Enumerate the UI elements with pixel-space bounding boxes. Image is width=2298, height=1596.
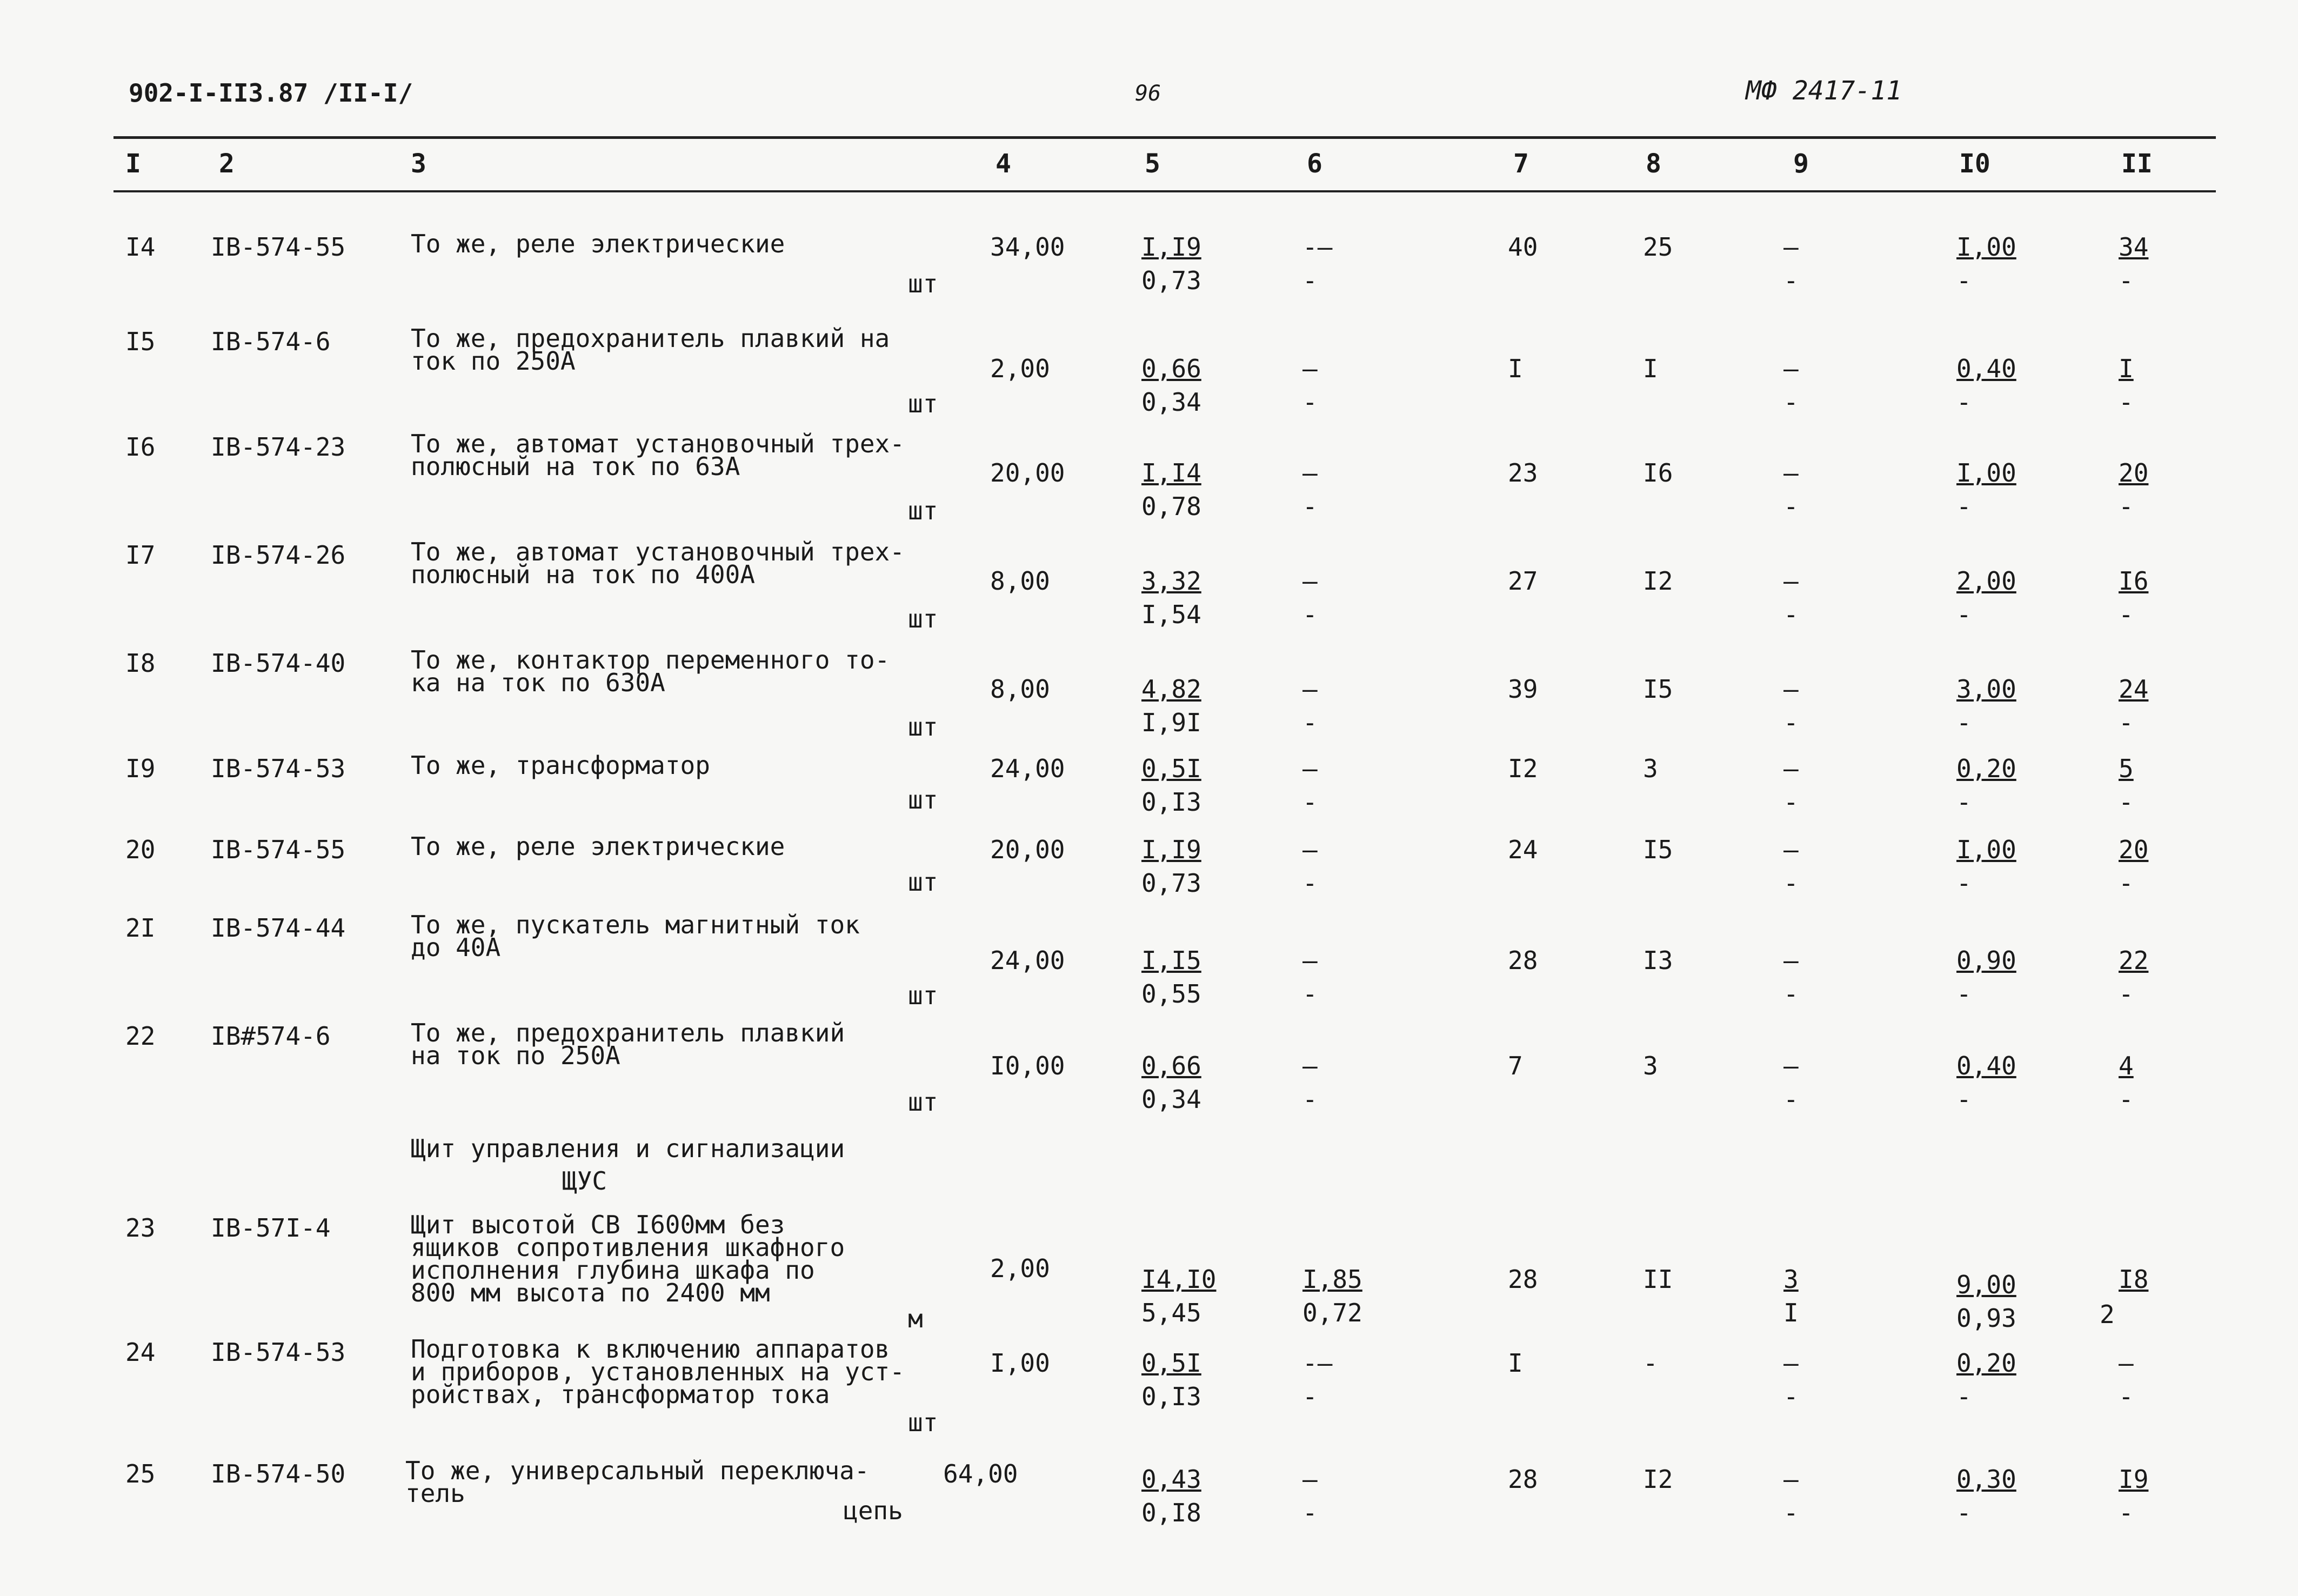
col-head-5: 5	[1145, 149, 1160, 179]
work-description: То же, универсальный переключа- тель	[405, 1456, 870, 1508]
col7: 24	[1508, 835, 1538, 864]
col11-bottom: -	[2119, 1085, 2134, 1114]
col7: I2	[1508, 754, 1538, 783]
row-number: 2I	[125, 913, 156, 943]
col6-top: —	[1302, 946, 1318, 975]
col5-bottom: 0,I3	[1141, 787, 1201, 817]
col8: I	[1643, 354, 1658, 383]
col-head-2: 2	[219, 149, 235, 179]
norm-code: IB-574-50	[211, 1459, 346, 1488]
norm-code: IB-574-23	[211, 432, 346, 462]
col6-top: —	[1302, 754, 1318, 783]
col8: I3	[1643, 946, 1673, 975]
work-description: То же, предохранитель плавкий на ток по 250А	[411, 324, 890, 376]
col6-top: —	[1302, 1051, 1318, 1080]
col8: I5	[1643, 675, 1673, 704]
col11-bottom: -	[2119, 979, 2134, 1009]
col11-top: 5	[2119, 754, 2134, 783]
col10-top: I,00	[1956, 835, 2016, 864]
col10-bottom: -	[1956, 1382, 1972, 1411]
col9-bottom: -	[1783, 1498, 1799, 1527]
col11-top: —	[2119, 1348, 2134, 1378]
col-head-4: 4	[996, 149, 1011, 179]
quantity: 20,00	[990, 458, 1065, 488]
col11-top: 4	[2119, 1051, 2134, 1080]
col10-bottom: -	[1956, 388, 1972, 417]
col6-top: —	[1302, 835, 1318, 864]
quantity: 34,00	[990, 232, 1065, 262]
col9-bottom: -	[1783, 1085, 1799, 1114]
col5-bottom: 0,I3	[1141, 1382, 1201, 1411]
norm-code: IB-574-40	[211, 649, 346, 678]
col10-bottom: -	[1956, 266, 1972, 295]
col6-bottom: -	[1302, 787, 1318, 817]
col10-top: 0,40	[1956, 1051, 2016, 1080]
col6-bottom: -	[1302, 1085, 1318, 1114]
row-number: I9	[125, 754, 156, 783]
col11-top: I6	[2119, 566, 2149, 596]
col11-bottom: -	[2119, 708, 2134, 737]
col8: I6	[1643, 458, 1673, 488]
header-rule	[113, 190, 2216, 192]
table-row	[0, 1456, 2298, 1567]
col11-top: 34	[2119, 232, 2149, 262]
table-row	[0, 229, 2298, 340]
norm-code: IB-574-53	[211, 1338, 346, 1367]
col11-bottom: -	[2119, 388, 2134, 417]
col10-top: I,00	[1956, 458, 2016, 488]
col11-top: 20	[2119, 458, 2149, 488]
row-number: 22	[125, 1021, 156, 1051]
col11-bottom: -	[2119, 869, 2134, 898]
col6-top: —	[1302, 354, 1318, 383]
col10-top: 0,20	[1956, 1348, 2016, 1378]
col10-top: 0,20	[1956, 754, 2016, 783]
row-number: I8	[125, 649, 156, 678]
col6-top: -—	[1302, 232, 1333, 262]
col11-bottom: -	[2119, 787, 2134, 817]
col11-top: I8	[2119, 1265, 2149, 1294]
col6-bottom: -	[1302, 492, 1318, 521]
col9-bottom: -	[1783, 492, 1799, 521]
col10-top: I,00	[1956, 232, 2016, 262]
col11-top: 22	[2119, 946, 2149, 975]
col10-top: 0,90	[1956, 946, 2016, 975]
col6-top: —	[1302, 566, 1318, 596]
col6-top: —	[1302, 1465, 1318, 1494]
col10-bottom: -	[1956, 787, 1972, 817]
page-number: 96	[1135, 81, 1161, 106]
col9-bottom: -	[1783, 600, 1799, 629]
col6-top: —	[1302, 458, 1318, 488]
col9-bottom: I	[1783, 1298, 1799, 1327]
col8: -	[1643, 1348, 1658, 1378]
col7: 27	[1508, 566, 1538, 596]
quantity: 8,00	[990, 675, 1050, 704]
col10-bottom: 0,93	[1956, 1304, 2016, 1333]
col10-bottom: -	[1956, 708, 1972, 737]
work-description: То же, трансформатор	[411, 751, 710, 780]
quantity: 24,00	[990, 946, 1065, 975]
col5-top: 0,43	[1141, 1465, 1201, 1494]
col9-top: —	[1783, 354, 1799, 383]
col8: I2	[1643, 566, 1673, 596]
col6-top: -—	[1302, 1348, 1333, 1378]
unit: м	[908, 1304, 923, 1333]
quantity: 64,00	[943, 1459, 1018, 1488]
col6-bottom: -	[1302, 869, 1318, 898]
col9-bottom: -	[1783, 388, 1799, 417]
work-description: То же, реле электрические	[411, 229, 785, 258]
section-title-line2: ЩУС	[562, 1166, 607, 1196]
col-head-9: 9	[1793, 149, 1809, 179]
col8: I5	[1643, 835, 1673, 864]
unit: шт	[908, 981, 938, 1010]
row-number: 24	[125, 1338, 156, 1367]
col11-top: 24	[2119, 675, 2149, 704]
col5-top: 0,66	[1141, 354, 1201, 383]
col7: 7	[1508, 1051, 1523, 1080]
work-description: Подготовка к включению аппаратов и приборов, установленных на уст- ройствах, трансформатор тока	[411, 1334, 905, 1409]
col9-top: —	[1783, 675, 1799, 704]
col7: 28	[1508, 946, 1538, 975]
col9-top: —	[1783, 1465, 1799, 1494]
table-row	[0, 429, 2298, 540]
col9-top: —	[1783, 1051, 1799, 1080]
col9-top: —	[1783, 458, 1799, 488]
col10-top: 2,00	[1956, 566, 2016, 596]
quantity: 2,00	[990, 354, 1050, 383]
col7: 28	[1508, 1265, 1538, 1294]
norm-code: IB#574-6	[211, 1021, 331, 1051]
unit: шт	[908, 604, 938, 633]
work-description: То же, автомат установочный трех- полюсный на ток по 63А	[411, 429, 905, 481]
row-number: 25	[125, 1459, 156, 1488]
table-row	[0, 1334, 2298, 1446]
col9-top: —	[1783, 232, 1799, 262]
row-number: 23	[125, 1213, 156, 1243]
unit: шт	[908, 269, 938, 298]
col5-bottom: 0,34	[1141, 388, 1201, 417]
row-number: I6	[125, 432, 156, 462]
col9-bottom: -	[1783, 787, 1799, 817]
col9-bottom: -	[1783, 1382, 1799, 1411]
norm-code: IB-574-53	[211, 754, 346, 783]
norm-code: IB-574-44	[211, 913, 346, 943]
col8: 25	[1643, 232, 1673, 262]
col7: I	[1508, 1348, 1523, 1378]
unit: шт	[908, 1087, 938, 1117]
norm-code: IB-574-55	[211, 232, 346, 262]
norm-code: IB-574-6	[211, 327, 331, 356]
col5-top: I,I5	[1141, 946, 1201, 975]
col5-bottom: 5,45	[1141, 1298, 1201, 1327]
work-description: Щит высотой СВ I600мм без ящиков сопротивления шкафного исполнения глубина шкафа по 800 мм высота по 2400 мм	[411, 1210, 845, 1307]
col11-top: I	[2119, 354, 2134, 383]
document-code: 902-I-II3.87 /II-I/	[129, 78, 413, 108]
col6-top: —	[1302, 675, 1318, 704]
table-row	[0, 1018, 2298, 1130]
col5-top: 0,5I	[1141, 754, 1201, 783]
col-head-8: 8	[1646, 149, 1661, 179]
col9-bottom: -	[1783, 979, 1799, 1009]
col11-bottom: 2	[2100, 1300, 2115, 1329]
quantity: I,00	[990, 1348, 1050, 1378]
col9-top: —	[1783, 835, 1799, 864]
col11-bottom: -	[2119, 1382, 2134, 1411]
col5-top: 4,82	[1141, 675, 1201, 704]
col10-top: 9,00	[1956, 1270, 2016, 1299]
col7: I	[1508, 354, 1523, 383]
col5-top: I,I9	[1141, 835, 1201, 864]
col10-top: 0,30	[1956, 1465, 2016, 1494]
col6-bottom: -	[1302, 388, 1318, 417]
col11-bottom: -	[2119, 492, 2134, 521]
col-head-10: I0	[1959, 149, 1990, 179]
row-number: I5	[125, 327, 156, 356]
quantity: 20,00	[990, 835, 1065, 864]
col5-top: I,I4	[1141, 458, 1201, 488]
unit: шт	[908, 867, 938, 897]
top-rule	[113, 136, 2216, 139]
col10-bottom: -	[1956, 1085, 1972, 1114]
col9-bottom: -	[1783, 708, 1799, 737]
col-head-1: I	[125, 149, 141, 179]
col9-top: 3	[1783, 1265, 1799, 1294]
unit: шт	[908, 496, 938, 525]
col10-bottom: -	[1956, 979, 1972, 1009]
col8: I2	[1643, 1465, 1673, 1494]
norm-code: IB-574-26	[211, 540, 346, 570]
col7: 28	[1508, 1465, 1538, 1494]
table-row	[0, 1210, 2298, 1333]
row-number: I4	[125, 232, 156, 262]
col5-top: I4,I0	[1141, 1265, 1217, 1294]
col9-top: —	[1783, 946, 1799, 975]
col8: 3	[1643, 1051, 1658, 1080]
table-row	[0, 645, 2298, 757]
unit: цепь	[843, 1496, 903, 1525]
col10-bottom: -	[1956, 869, 1972, 898]
col5-bottom: 0,73	[1141, 266, 1201, 295]
quantity: 24,00	[990, 754, 1065, 783]
row-number: 20	[125, 835, 156, 864]
norm-code: IB-57I-4	[211, 1213, 331, 1243]
col11-top: I9	[2119, 1465, 2149, 1494]
col9-top: —	[1783, 566, 1799, 596]
col-head-7: 7	[1513, 149, 1529, 179]
unit: шт	[908, 785, 938, 814]
col6-bottom: -	[1302, 600, 1318, 629]
col11-bottom: -	[2119, 266, 2134, 295]
col7: 40	[1508, 232, 1538, 262]
work-description: То же, контактор переменного то- ка на ток по 630А	[411, 645, 890, 697]
col-head-11: II	[2121, 149, 2153, 179]
col5-bottom: 0,I8	[1141, 1498, 1201, 1527]
section-title-line1: Щит управления и сигнализации	[411, 1134, 845, 1163]
col-head-3: 3	[411, 149, 426, 179]
col10-bottom: -	[1956, 492, 1972, 521]
section-title	[411, 1132, 845, 1197]
col5-top: I,I9	[1141, 232, 1201, 262]
col8: II	[1643, 1265, 1673, 1294]
col5-top: 3,32	[1141, 566, 1201, 596]
unit: шт	[908, 712, 938, 742]
col11-top: 20	[2119, 835, 2149, 864]
quantity: 2,00	[990, 1254, 1050, 1283]
quantity: 8,00	[990, 566, 1050, 596]
work-description: То же, пускатель магнитный ток до 40А	[411, 910, 860, 962]
work-description: То же, реле электрические	[411, 832, 785, 861]
quantity: I0,00	[990, 1051, 1065, 1080]
col5-top: 0,66	[1141, 1051, 1201, 1080]
col6-bottom: 0,72	[1302, 1298, 1362, 1327]
col10-top: 0,40	[1956, 354, 2016, 383]
col10-bottom: -	[1956, 600, 1972, 629]
table-row	[0, 537, 2298, 649]
col10-bottom: -	[1956, 1498, 1972, 1527]
col10-top: 3,00	[1956, 675, 2016, 704]
col11-bottom: -	[2119, 1498, 2134, 1527]
col5-bottom: I,54	[1141, 600, 1201, 629]
row-number: I7	[125, 540, 156, 570]
col5-top: 0,5I	[1141, 1348, 1201, 1378]
col6-bottom: -	[1302, 708, 1318, 737]
unit: шт	[908, 1408, 938, 1437]
col6-bottom: -	[1302, 1382, 1318, 1411]
col5-bottom: 0,34	[1141, 1085, 1201, 1114]
sheet-number: МФ 2417-11	[1746, 76, 1902, 106]
col9-top: —	[1783, 1348, 1799, 1378]
col6-top: I,85	[1302, 1265, 1362, 1294]
col11-bottom: -	[2119, 600, 2134, 629]
col9-bottom: -	[1783, 266, 1799, 295]
table-row	[0, 910, 2298, 1021]
col5-bottom: 0,78	[1141, 492, 1201, 521]
work-description: То же, автомат установочный трех- полюсный на ток по 400А	[411, 537, 905, 589]
col9-bottom: -	[1783, 869, 1799, 898]
col7: 39	[1508, 675, 1538, 704]
work-description: То же, предохранитель плавкий на ток по 250А	[411, 1018, 845, 1070]
col5-bottom: 0,73	[1141, 869, 1201, 898]
col6-bottom: -	[1302, 1498, 1318, 1527]
table-row	[0, 324, 2298, 435]
col7: 23	[1508, 458, 1538, 488]
col6-bottom: -	[1302, 266, 1318, 295]
col6-bottom: -	[1302, 979, 1318, 1009]
col-head-6: 6	[1307, 149, 1322, 179]
norm-code: IB-574-55	[211, 835, 346, 864]
col9-top: —	[1783, 754, 1799, 783]
unit: шт	[908, 389, 938, 418]
col5-bottom: I,9I	[1141, 708, 1201, 737]
col8: 3	[1643, 754, 1658, 783]
col5-bottom: 0,55	[1141, 979, 1201, 1009]
